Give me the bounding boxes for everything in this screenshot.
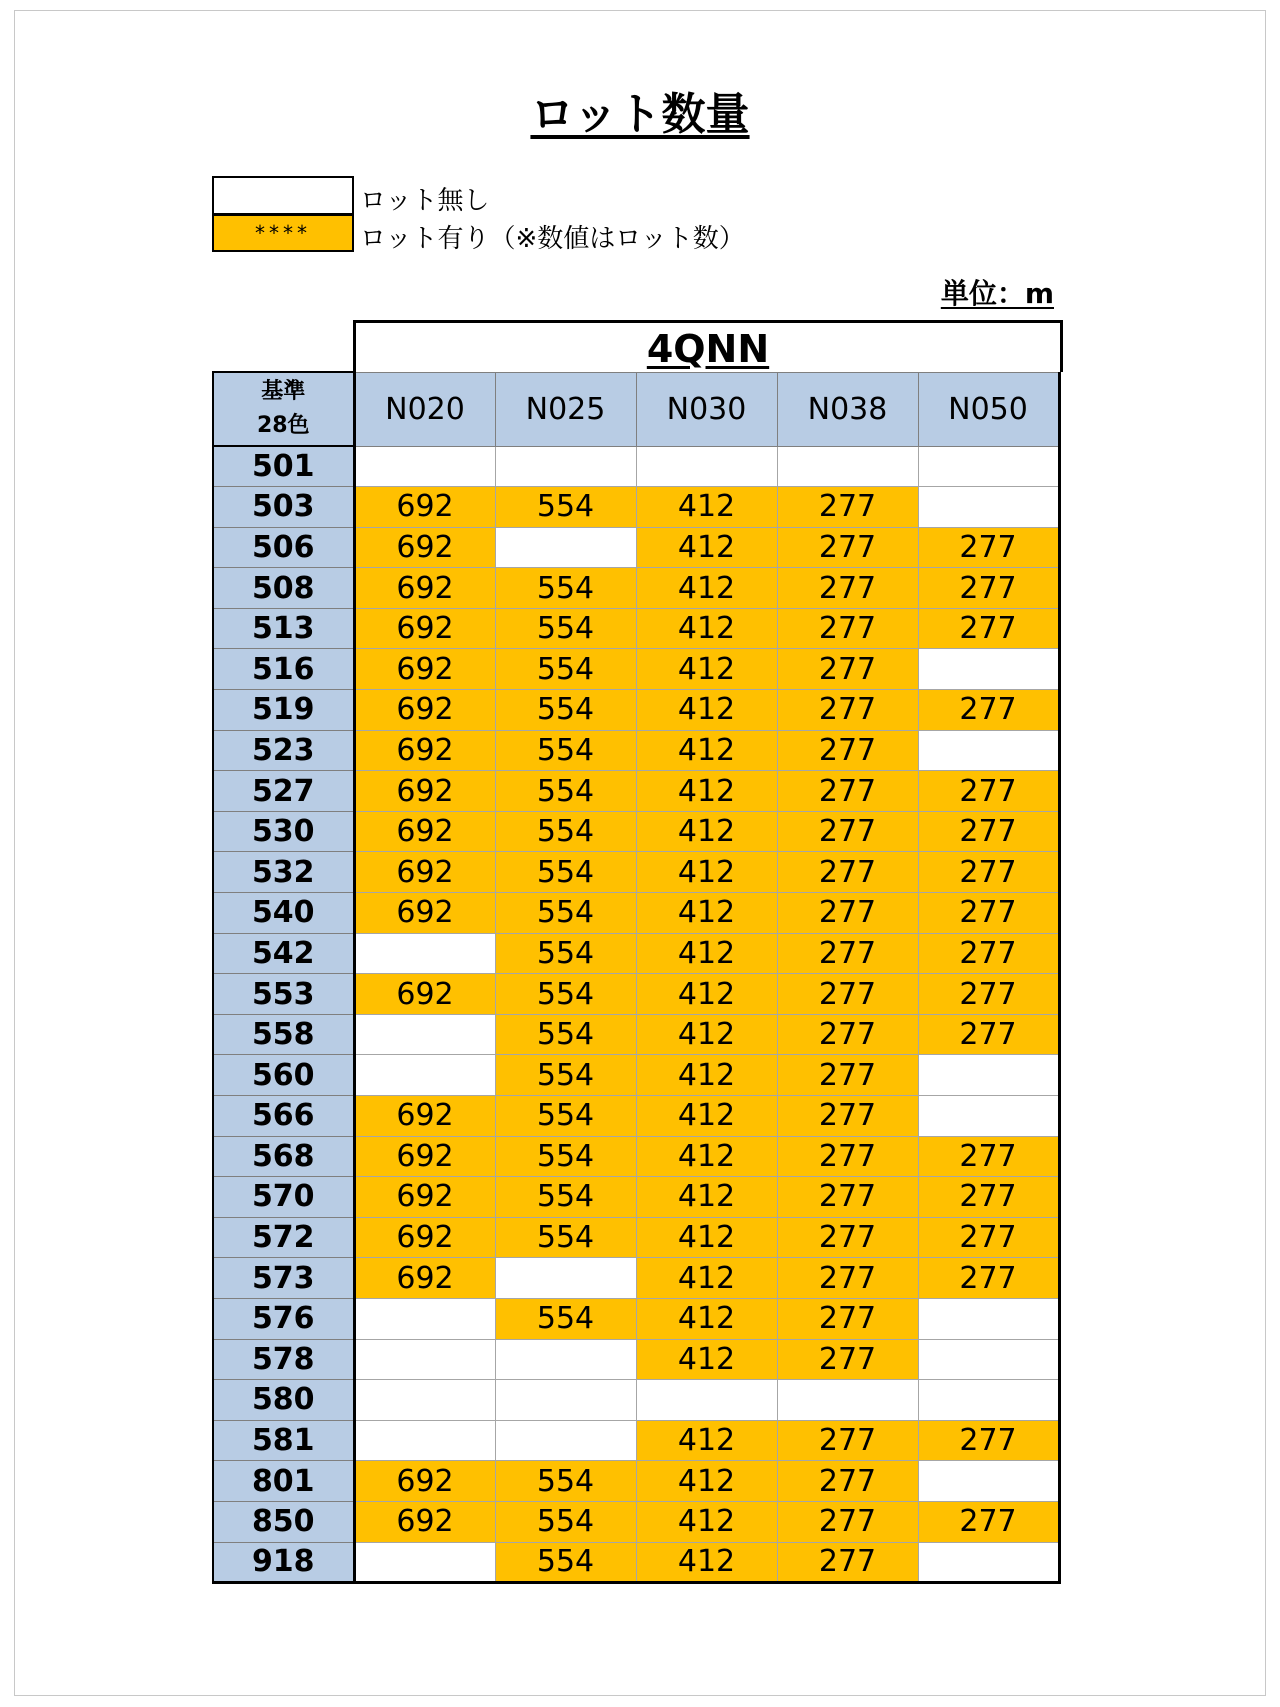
lot-cell: 277 [777, 649, 918, 690]
table-body [213, 446, 1059, 1583]
table-row [213, 608, 1059, 649]
color-code: 513 [213, 608, 354, 649]
lot-cell: 412 [636, 608, 777, 649]
column-header-n050: N050 [918, 372, 1059, 446]
lot-cell: 412 [636, 649, 777, 690]
lot-cell: 277 [918, 1177, 1059, 1218]
legend-lot-swatch: **** [212, 214, 354, 252]
lot-cell [918, 1542, 1059, 1583]
standard-colors-header-line1: 基準 [261, 379, 306, 404]
lot-cell: 277 [918, 852, 1059, 893]
lot-cell [495, 1258, 636, 1299]
lot-cell: 692 [354, 730, 495, 771]
table-row [213, 1501, 1059, 1542]
lot-cell: 692 [354, 1136, 495, 1177]
lot-cell [918, 1055, 1059, 1096]
lot-cell: 277 [777, 1136, 918, 1177]
color-code: 578 [213, 1339, 354, 1380]
color-code: 542 [213, 933, 354, 974]
lot-cell: 554 [495, 771, 636, 812]
lot-cell: 412 [636, 487, 777, 528]
table-row [213, 1014, 1059, 1055]
lot-cell: 277 [777, 1339, 918, 1380]
standard-colors-header-line2: 28色 [256, 413, 310, 438]
lot-cell: 554 [495, 1298, 636, 1339]
lot-cell: 692 [354, 527, 495, 568]
color-code: 516 [213, 649, 354, 690]
color-code: 503 [213, 487, 354, 528]
table-row [213, 811, 1059, 852]
lot-cell: 554 [495, 568, 636, 609]
color-code: 501 [213, 446, 354, 487]
lot-cell [495, 1339, 636, 1380]
table-row [213, 1258, 1059, 1299]
product-group-header: 4QNN [353, 320, 1063, 372]
lot-cell [354, 1380, 495, 1421]
lot-cell: 412 [636, 1542, 777, 1583]
lot-cell: 554 [495, 811, 636, 852]
lot-cell: 554 [495, 1501, 636, 1542]
table-row [213, 1055, 1059, 1096]
lot-cell: 277 [777, 690, 918, 731]
color-code: 560 [213, 1055, 354, 1096]
color-code: 576 [213, 1298, 354, 1339]
table-row [213, 933, 1059, 974]
color-code: 580 [213, 1380, 354, 1421]
lot-cell: 412 [636, 1055, 777, 1096]
color-code: 508 [213, 568, 354, 609]
table-row [213, 446, 1059, 487]
lot-cell: 554 [495, 730, 636, 771]
table-row [213, 1136, 1059, 1177]
lot-cell: 412 [636, 811, 777, 852]
table-row [213, 1420, 1059, 1461]
lot-cell: 692 [354, 852, 495, 893]
lot-cell: 412 [636, 852, 777, 893]
color-code: 568 [213, 1136, 354, 1177]
color-code: 558 [213, 1014, 354, 1055]
legend-no-lot-label: ロット無し [360, 186, 490, 216]
lot-cell [354, 1055, 495, 1096]
lot-cell [354, 1339, 495, 1380]
lot-cell: 277 [918, 1014, 1059, 1055]
lot-cell [636, 1380, 777, 1421]
color-code: 532 [213, 852, 354, 893]
color-code: 573 [213, 1258, 354, 1299]
color-code: 523 [213, 730, 354, 771]
lot-cell: 554 [495, 1461, 636, 1502]
unit-label: 単位：m [940, 277, 1054, 310]
lot-cell: 692 [354, 568, 495, 609]
color-code: 581 [213, 1420, 354, 1461]
lot-cell: 692 [354, 608, 495, 649]
lot-cell: 692 [354, 1177, 495, 1218]
lot-cell [918, 1339, 1059, 1380]
lot-cell: 554 [495, 487, 636, 528]
lot-cell: 277 [777, 893, 918, 934]
lot-cell [495, 1380, 636, 1421]
lot-cell [777, 1380, 918, 1421]
color-code: 506 [213, 527, 354, 568]
lot-cell: 277 [777, 771, 918, 812]
lot-cell: 692 [354, 1461, 495, 1502]
lot-cell: 692 [354, 1217, 495, 1258]
lot-cell: 554 [495, 974, 636, 1015]
column-header-n020: N020 [354, 372, 495, 446]
lot-cell: 554 [495, 893, 636, 934]
lot-cell: 554 [495, 1542, 636, 1583]
lot-cell [495, 527, 636, 568]
lot-cell: 692 [354, 649, 495, 690]
lot-cell: 412 [636, 1420, 777, 1461]
lot-cell: 277 [918, 893, 1059, 934]
table-row [213, 974, 1059, 1015]
lot-cell [354, 1542, 495, 1583]
color-code: 553 [213, 974, 354, 1015]
lot-cell: 412 [636, 1339, 777, 1380]
color-code: 530 [213, 811, 354, 852]
color-code: 540 [213, 893, 354, 934]
lot-cell: 692 [354, 811, 495, 852]
lot-cell: 412 [636, 974, 777, 1015]
lot-cell: 412 [636, 1177, 777, 1218]
lot-cell: 277 [918, 771, 1059, 812]
lot-cell: 412 [636, 771, 777, 812]
color-code: 519 [213, 690, 354, 731]
lot-cell: 554 [495, 1014, 636, 1055]
lot-cell: 277 [918, 1258, 1059, 1299]
lot-cell: 554 [495, 690, 636, 731]
table-row [213, 487, 1059, 528]
lot-cell: 277 [918, 568, 1059, 609]
lot-cell [918, 1461, 1059, 1502]
lot-cell: 412 [636, 933, 777, 974]
lot-cell: 277 [777, 1096, 918, 1137]
lot-cell: 277 [777, 568, 918, 609]
lot-cell: 412 [636, 1298, 777, 1339]
lot-cell: 277 [777, 1014, 918, 1055]
column-header-row [213, 372, 1059, 446]
lot-cell: 277 [777, 852, 918, 893]
lot-cell [777, 446, 918, 487]
table-row [213, 1298, 1059, 1339]
table-row [213, 1217, 1059, 1258]
lot-cell [354, 1298, 495, 1339]
table-row [213, 1177, 1059, 1218]
lot-cell: 277 [918, 1217, 1059, 1258]
lot-cell: 412 [636, 893, 777, 934]
lot-cell [354, 933, 495, 974]
lot-cell: 277 [918, 608, 1059, 649]
color-code: 566 [213, 1096, 354, 1137]
lot-cell: 412 [636, 1217, 777, 1258]
lot-cell: 277 [918, 974, 1059, 1015]
lot-cell: 277 [918, 1501, 1059, 1542]
lot-cell: 277 [777, 1258, 918, 1299]
lot-cell: 412 [636, 730, 777, 771]
lot-cell: 412 [636, 1258, 777, 1299]
lot-cell [918, 1380, 1059, 1421]
lot-cell: 277 [777, 1461, 918, 1502]
lot-cell: 277 [918, 690, 1059, 731]
table-row [213, 527, 1059, 568]
column-header-n030: N030 [636, 372, 777, 446]
table-row [213, 1461, 1059, 1502]
lot-cell: 554 [495, 1217, 636, 1258]
standard-colors-header [213, 372, 354, 446]
lot-cell: 277 [777, 1217, 918, 1258]
lot-cell: 554 [495, 1055, 636, 1096]
lot-cell: 554 [495, 608, 636, 649]
lot-cell [354, 1420, 495, 1461]
lot-cell: 412 [636, 568, 777, 609]
legend-lot-label: ロット有り（※数値はロット数） [360, 224, 745, 254]
color-code: 801 [213, 1461, 354, 1502]
lot-cell: 692 [354, 487, 495, 528]
table-row [213, 1380, 1059, 1421]
lot-cell [918, 1096, 1059, 1137]
lot-cell: 277 [777, 811, 918, 852]
lot-cell: 554 [495, 1096, 636, 1137]
lot-cell: 554 [495, 852, 636, 893]
lot-cell: 412 [636, 1014, 777, 1055]
lot-cell: 277 [777, 1055, 918, 1096]
lot-cell [918, 446, 1059, 487]
lot-cell: 554 [495, 649, 636, 690]
lot-cell: 412 [636, 1096, 777, 1137]
lot-cell: 412 [636, 1501, 777, 1542]
lot-cell: 277 [777, 1542, 918, 1583]
color-code: 572 [213, 1217, 354, 1258]
lot-cell: 277 [777, 1177, 918, 1218]
lot-cell: 277 [777, 1501, 918, 1542]
lot-cell: 277 [777, 974, 918, 1015]
lot-cell: 277 [918, 1420, 1059, 1461]
color-code: 850 [213, 1501, 354, 1542]
lot-cell [495, 446, 636, 487]
lot-cell: 277 [777, 1298, 918, 1339]
lot-cell: 277 [777, 1420, 918, 1461]
lot-quantity-table [212, 371, 1061, 1584]
lot-cell: 277 [777, 487, 918, 528]
lot-cell [354, 1014, 495, 1055]
lot-cell: 554 [495, 933, 636, 974]
table-row [213, 1542, 1059, 1583]
lot-cell [354, 446, 495, 487]
lot-cell: 412 [636, 1461, 777, 1502]
lot-cell: 692 [354, 1096, 495, 1137]
table-row [213, 771, 1059, 812]
lot-cell: 412 [636, 527, 777, 568]
lot-cell [636, 446, 777, 487]
column-header-n025: N025 [495, 372, 636, 446]
table-row [213, 649, 1059, 690]
lot-cell: 554 [495, 1177, 636, 1218]
lot-cell: 277 [777, 933, 918, 974]
table-row [213, 690, 1059, 731]
page-title: ロット数量 [530, 89, 750, 140]
lot-cell: 277 [918, 811, 1059, 852]
lot-cell: 412 [636, 1136, 777, 1177]
table-row [213, 852, 1059, 893]
lot-cell: 277 [918, 933, 1059, 974]
lot-cell: 692 [354, 1501, 495, 1542]
lot-cell: 277 [918, 1136, 1059, 1177]
legend-no-lot-swatch [212, 176, 354, 214]
lot-cell: 554 [495, 1136, 636, 1177]
table-row [213, 893, 1059, 934]
lot-cell: 692 [354, 974, 495, 1015]
lot-cell [918, 730, 1059, 771]
color-code: 570 [213, 1177, 354, 1218]
table-row [213, 568, 1059, 609]
table-row [213, 730, 1059, 771]
color-code: 918 [213, 1542, 354, 1583]
lot-cell [918, 1298, 1059, 1339]
lot-cell: 277 [777, 608, 918, 649]
lot-cell: 412 [636, 690, 777, 731]
lot-cell [918, 649, 1059, 690]
lot-cell: 692 [354, 690, 495, 731]
color-code: 527 [213, 771, 354, 812]
column-header-n038: N038 [777, 372, 918, 446]
lot-cell: 692 [354, 1258, 495, 1299]
lot-cell: 277 [777, 730, 918, 771]
lot-cell: 692 [354, 893, 495, 934]
table-row [213, 1096, 1059, 1137]
lot-cell [918, 487, 1059, 528]
lot-cell: 692 [354, 771, 495, 812]
lot-cell [495, 1420, 636, 1461]
lot-cell: 277 [918, 527, 1059, 568]
table-row [213, 1339, 1059, 1380]
lot-cell: 277 [777, 527, 918, 568]
